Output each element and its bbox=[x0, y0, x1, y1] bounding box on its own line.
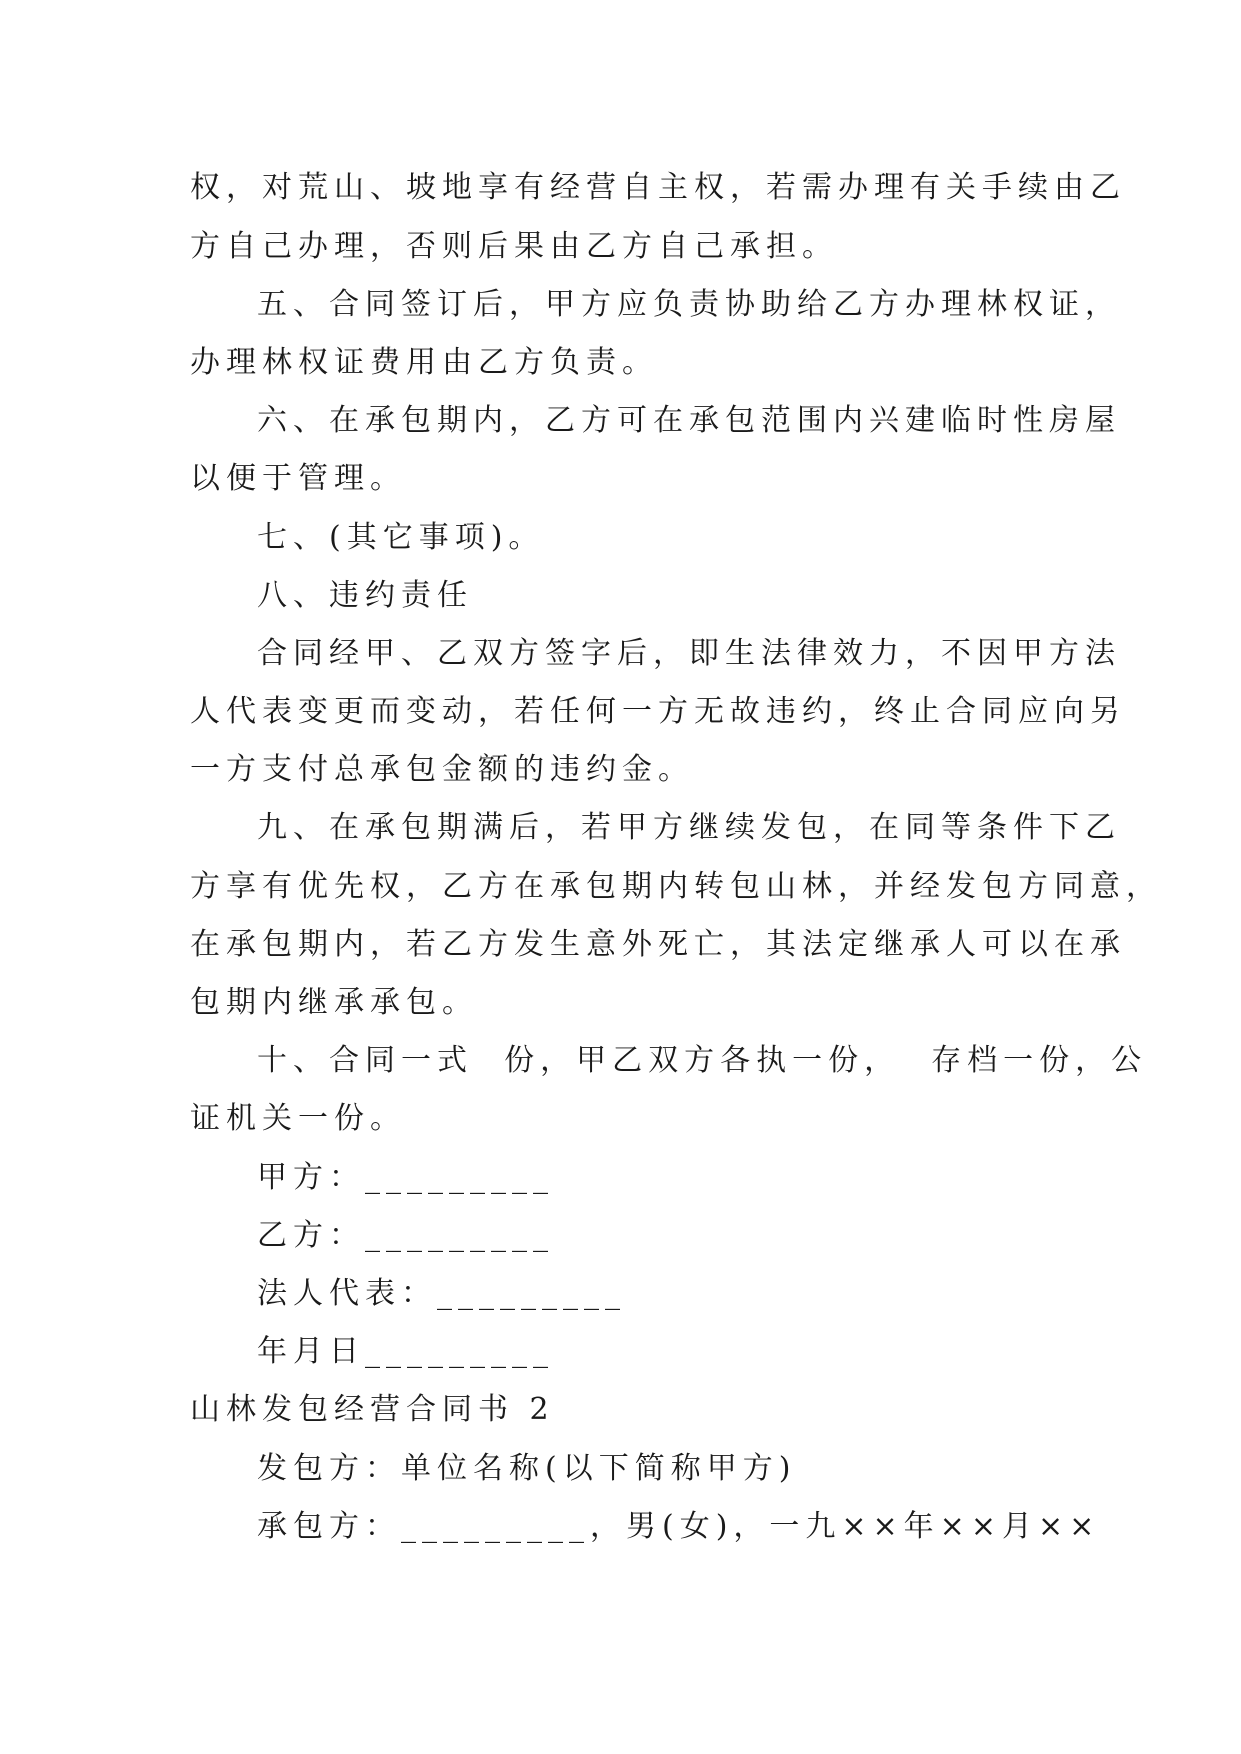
party-a-signature-line: 甲方：_________ bbox=[257, 1160, 554, 1195]
party-b-signature-line: 乙方：_________ bbox=[257, 1218, 554, 1253]
paragraph-line: 权，对荒山、坡地享有经营自主权，若需办理有关手续由乙 bbox=[190, 170, 1126, 205]
clause-eight-heading: 八、违约责任 bbox=[257, 578, 473, 613]
paragraph-line: 一方支付总承包金额的违约金。 bbox=[190, 752, 694, 787]
contractor-line: 承包方：_________，男(女)，一九××年××月×× bbox=[257, 1509, 1101, 1544]
clause-five: 五、合同签订后，甲方应负责协助给乙方办理林权证， bbox=[257, 287, 1121, 322]
paragraph-line: 包期内继承承包。 bbox=[190, 985, 478, 1020]
paragraph-line: 方自己办理，否则后果由乙方自己承担。 bbox=[190, 229, 838, 264]
paragraph-line: 证机关一份。 bbox=[190, 1101, 406, 1136]
section-title: 山林发包经营合同书 2 bbox=[190, 1392, 555, 1427]
clause-six: 六、在承包期内，乙方可在承包范围内兴建临时性房屋 bbox=[257, 403, 1121, 438]
clause-ten: 十、合同一式 份，甲乙双方各执一份， 存档一份，公 bbox=[257, 1043, 1148, 1078]
paragraph-line: 以便于管理。 bbox=[190, 461, 406, 496]
paragraph-line: 合同经甲、乙双方签字后，即生法律效力，不因甲方法 bbox=[257, 636, 1121, 671]
contracting-party-line: 发包方：单位名称(以下简称甲方) bbox=[257, 1451, 797, 1486]
clause-nine: 九、在承包期满后，若甲方继续发包，在同等条件下乙 bbox=[257, 810, 1121, 845]
paragraph-line: 方享有优先权，乙方在承包期内转包山林，并经发包方同意， bbox=[190, 869, 1162, 904]
legal-representative-line: 法人代表：_________ bbox=[257, 1276, 626, 1311]
paragraph-line: 办理林权证费用由乙方负责。 bbox=[190, 345, 658, 380]
paragraph-line: 人代表变更而变动，若任何一方无故违约，终止合同应向另 bbox=[190, 694, 1126, 729]
date-line: 年月日_________ bbox=[257, 1334, 554, 1369]
clause-seven: 七、(其它事项)。 bbox=[257, 520, 545, 555]
paragraph-line: 在承包期内，若乙方发生意外死亡，其法定继承人可以在承 bbox=[190, 927, 1126, 962]
